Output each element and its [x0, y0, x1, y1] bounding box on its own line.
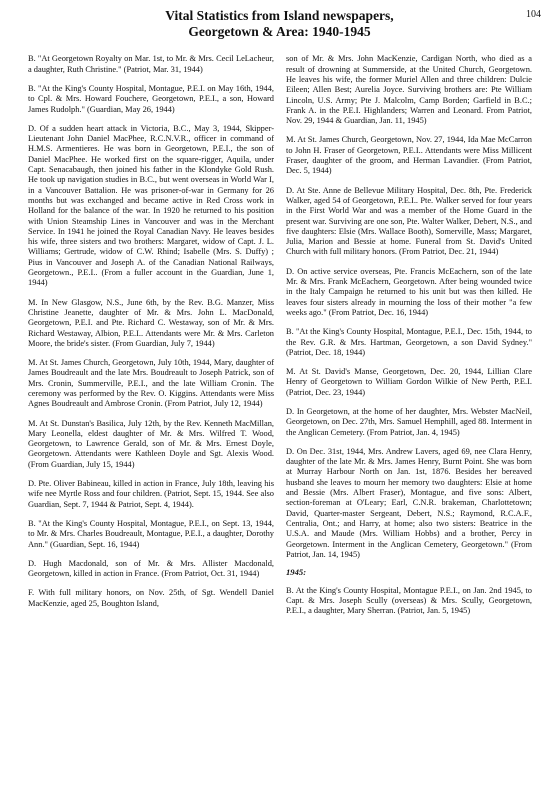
- left-column: [28, 46, 274, 618]
- section-year-heading: 1945:: [286, 567, 307, 578]
- record-entry: M. In New Glasgow, N.S., June 6th, by the Rev. B.G. Manzer, Miss Christine Jeanette, daughter of Mr. & Mrs. John L. MacDonald, Georgetown, P.E.I. and Pte. Richard C. Westaway, son of Mr. & Mrs. Richard Westaway, Albion, P.E.I.. Attendants were Mr. & Mrs. Carleton Moore, the bride's sister. (From Guardian, July 7, 1944): [28, 297, 274, 348]
- page-subtitle: Georgetown & Area: 1940-1945: [188, 24, 371, 39]
- record-entry: D. At Ste. Anne de Bellevue Military Hospital, Dec. 8th, Pte. Frederick Walker, aged 54 of Georgetown, P.E.I.. Pte. Walker served for four years in the First World War and was a member of the Home Guard in the present war. Surviving are one son, Pte. Walter Walker, Debert, N.S., and five daughters: Elsie (Mrs. Wallace Booth), Somerville, Mass; Margaret, Julia, Marion and Bessie at home. Funeral from St. David's United Church with full military honors. (From Patriot, Dec. 21, 1944): [286, 185, 532, 257]
- record-entry: B. "At the King's County Hospital, Montague, P.E.I., on Sept. 13, 1944, to Mr. & Mrs. Charles Boudreault, Montague, P.E.I., a daughter, Dorothy Ann." (Guardian, Sept. 16, 1944): [28, 518, 274, 549]
- record-entry: D. In Georgetown, at the home of her daughter, Mrs. Webster MacNeil, Georgetown, on Dec. 27th, Mrs. Samuel Hemphill, aged 88. Interment in the Anglican Cemetery. (From Patriot, Jan. 4, 1945): [286, 407, 532, 437]
- record-entry: M. At St. James Church, Georgetown, July 10th, 1944, Mary, daughter of James Boudreault and the late Mrs. Boudreault to Joseph Patrick, son of Mrs. Cronin, Summerville, P.E.I., and the late William Cronin. The ceremony was performed by the Rev. O. Kiggins. Attendants were Miss Agnes Boudreault and Ambrose Cronin. (From Patriot, July 12, 1944): [28, 358, 274, 409]
- right-column: [286, 46, 532, 625]
- record-entry: M. At St. James Church, Georgetown, Nov. 27, 1944, Ida Mae McCarron to John H. Fraser of Georgetown, P.E.I.. Attendants were Miss Millicent Fraser, daughter of the groom, and Herman Lavandier. (From Patriot, Dec. 5, 1944): [286, 135, 532, 176]
- page-title: Vital Statistics from Island newspapers,: [165, 8, 394, 23]
- record-entry: D. Of a sudden heart attack in Victoria, B.C., May 3, 1944, Skipper-Lieutenant John Daniel MacPhee, R.C.N.V.R., officer in command of H.M.S. Armentieres. He was born in Georgetown, P.E.I., the son of Daniel MacPhee. He worked first on the square-rigger, Aquila, under Capt. Senacabaugh, then joined his father in the Klondyke Gold Rush. He took up navigation studies in B.C., but went overseas in World War I, in a Vancouver Battalion. He was prisoner-of-war in Germany for 26 months but was exchanged and became active in Red Cross work in Holland for the balance of the war. In 1920 he returned to his position with Union Steamship Lines in Vancouver and was in the Merchant Service. In 1941 he joined the Royal Canadian Navy. He leaves besides his wife, three sisters and two brothers: Margaret, widow of Capt. J. L. Williams; Gertrude, widow of C.W. Rhind; Isabelle (Mrs. S. Duffy) ; Pius in Vancouver and Joseph A. of the Canadian National Railways, Georgetown., P.E.I.. (From a fuller account in the Guardian, June 1, 1944): [28, 123, 274, 288]
- record-entry: D. Pte. Oliver Babineau, killed in action in France, July 18th, leaving his wife nee Myrtle Ross and four children. (Patriot, Sept. 15, 1944. See also Guardian, Sept. 7, 1944 & Patriot, Sept. 4, 1944).: [28, 479, 274, 509]
- record-entry: son of Mr. & Mrs. John MacKenzie, Cardigan North, who died as a result of drowning at Summerside, at the United Church, Georgetown. He leaves his wife, the former Muriel Allen and three children: Dulcie Eileen; Allen Best; Aurelia Joyce. Surviving brothers are: Pte William Lincoln, U.S. Army; Pte J. Malcolm, Camp Borden; Garfield in B.C.; Frank A. in the P.E.I. Highlanders; Warren and Leonard. From Patriot, Nov. 29, 1944 & Guardian, Jan. 11, 1945): [286, 54, 532, 126]
- record-entry: B. At the King's County Hospital, Montague P.E.I., on Jan. 2nd 1945, to Capt. & Mrs. Joseph Scully (overseas) & Mrs. Scully, Georgetown, P.E.I., a daughter, Mary Sherran. (Patriot, Jan. 5, 1945): [286, 585, 532, 616]
- record-entry: D. On active service overseas, Pte. Francis McEachern, son of the late Mr. & Mrs. Frank McEachern, Georgetown. After being wounded twice in the Italy Campaign he returned to his unit but was then killed. He leaves four sisters already in mourning the loss of their mother "a few weeks ago." (From Patriot, Dec. 16, 1944): [286, 266, 532, 317]
- record-entry: M. At St. Dunstan's Basilica, July 12th, by the Rev. Kenneth MacMillan, Mary Leonella, eldest daughter of Mr. & Mrs. Wilfred T. Wood, Georgetown, to Lawrence Gerald, son of Mr. & Mrs. Ernest Doyle, Georgetown. Attendants were Kathleen Doyle and Sgt. Alexis Wood. (From Guardian, July 15, 1944): [28, 418, 274, 469]
- page-number: 104: [526, 9, 541, 20]
- record-entry: M. At St. David's Manse, Georgetown, Dec. 20, 1944, Lillian Clare Henry of Georgetown to William Gordon Wilkie of New Perth, P.E.I. (Patriot, Dec. 23, 1944): [286, 367, 532, 397]
- record-entry: B. "At Georgetown Royalty on Mar. 1st, to Mr. & Mrs. Cecil LeLacheur, a daughter, Ruth Christine." (Patriot, Mar. 31, 1944): [28, 54, 274, 74]
- record-entry: B. "At the King's County Hospital, Montague, P.E.I., Dec. 15th, 1944, to the Rev. G.R. & Mrs. Hartman, Georgetown, a son David Sydney." (Patriot, Dec. 18, 1944): [286, 327, 532, 357]
- record-entry: B. "At the King's County Hospital, Montague, P.E.I. on May 16th, 1944, to Cpl. & Mrs. Howard Fouchere, Georgetown, P.E.I., a son, Howard James Rudolph." (Guardian, May 26, 1944): [28, 83, 274, 114]
- record-entry: F. With full military honors, on Nov. 25th, of Sgt. Wendell Daniel MacKenzie, aged 25, Boughton Island,: [28, 588, 274, 608]
- record-entry: D. On Dec. 31st, 1944, Mrs. Andrew Lavers, aged 69, nee Clara Henry, daughter of the late Mr. & Mrs. James Henry, Burnt Point. She was born at Murray Harbour North on Jan. 1st, 1876. Besides her bereaved husband she leaves to mourn her memory two daughters: Elsie at home and Bessie (Mrs. Albert Fraser), Montague, and five sons: Albert, section-foreman at O'Leary; Earl, C.N.R. brakeman, Charlottetown; David, Quarter-master Sergeant, Debert, N.S.; Raymond, R.C.A.F., Centralia, Ont.; and Harry, at home; also two sisters: Beatrice in the U.S.A. and Maude (Mrs. William Hobbs) and a brother, Percy in Georgetown. Interment in the Anglican Cemetery, Georgetown." (From Patriot, Jan. 14, 1945): [286, 446, 532, 559]
- record-entry: D. Hugh Macdonald, son of Mr. & Mrs. Allister Macdonald, Georgetown, killed in action in France. (From Patriot, Oct. 31, 1944): [28, 558, 274, 579]
- page-header: [0, 8, 559, 40]
